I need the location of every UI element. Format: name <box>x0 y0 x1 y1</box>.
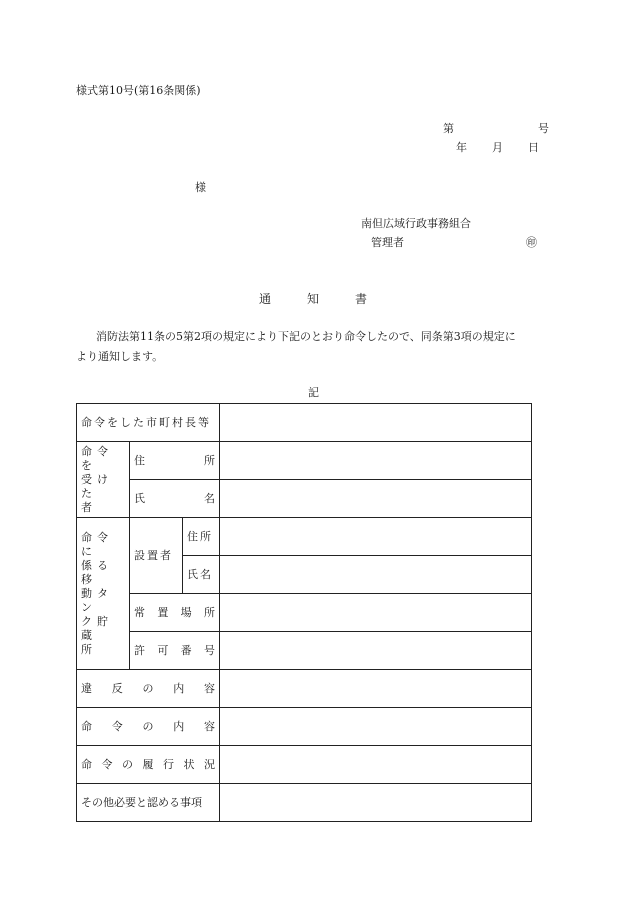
value-ordering-authority[interactable] <box>220 404 532 442</box>
label-order-content: 命 令 の 内 容 <box>77 708 220 746</box>
row-compliance-status <box>77 746 532 784</box>
label-ordering-authority: 命令をした市町村長等 <box>77 404 220 442</box>
label-regular-location: 常 置 場 所 <box>130 594 220 632</box>
form-number: 様式第10号(第16条関係) <box>76 84 201 97</box>
label-other-matters: その他必要と認める事項 <box>77 784 220 822</box>
label-recipient: 命令を 受けた 者 <box>77 442 130 518</box>
label-mobile-tank-storage: 命令に 係る移 動タン ク貯蔵 所 <box>77 518 130 670</box>
row-order-content <box>77 708 532 746</box>
label-permit-number: 許 可 番 号 <box>130 632 220 670</box>
seal-mark: ㊞ <box>526 236 537 249</box>
label-installer-address: 住所 <box>183 518 220 556</box>
row-installer-address <box>77 518 532 556</box>
body-line-2: より通知します。 <box>76 350 164 363</box>
label-recipient-name: 氏 名 <box>130 480 220 518</box>
label-installer: 設置者 <box>130 518 183 594</box>
value-other-matters[interactable] <box>220 784 532 822</box>
row-recipient-name <box>77 480 532 518</box>
addressee-sama: 様 <box>195 181 206 194</box>
date-month: 月 <box>492 141 503 154</box>
number-dai: 第 <box>443 122 454 135</box>
row-violation <box>77 670 532 708</box>
value-recipient-name[interactable] <box>220 480 532 518</box>
value-violation[interactable] <box>220 670 532 708</box>
ki-heading: 記 <box>308 386 319 399</box>
row-other-matters <box>77 784 532 822</box>
value-regular-location[interactable] <box>220 594 532 632</box>
value-order-content[interactable] <box>220 708 532 746</box>
value-installer-name[interactable] <box>220 556 532 594</box>
value-permit-number[interactable] <box>220 632 532 670</box>
form-table <box>76 403 532 822</box>
organization-name: 南但広域行政事務組合 <box>361 217 471 230</box>
value-compliance-status[interactable] <box>220 746 532 784</box>
value-recipient-address[interactable] <box>220 442 532 480</box>
row-recipient-address <box>77 442 532 480</box>
number-go: 号 <box>538 122 549 135</box>
administrator-label: 管理者 <box>371 236 404 249</box>
label-compliance-status: 命 令 の 履 行 状 況 <box>77 746 220 784</box>
label-installer-name: 氏名 <box>183 556 220 594</box>
label-recipient-address: 住 所 <box>130 442 220 480</box>
row-permit-number <box>77 632 532 670</box>
document-title: 通 知 書 <box>259 292 368 306</box>
date-day: 日 <box>528 141 539 154</box>
value-installer-address[interactable] <box>220 518 532 556</box>
row-ordering-authority <box>77 404 532 442</box>
date-year: 年 <box>456 141 467 154</box>
row-regular-location <box>77 594 532 632</box>
label-violation: 違 反 の 内 容 <box>77 670 220 708</box>
body-line-1: 消防法第11条の5第2項の規定により下記のとおり命令したので、同条第3項の規定に <box>96 330 516 343</box>
